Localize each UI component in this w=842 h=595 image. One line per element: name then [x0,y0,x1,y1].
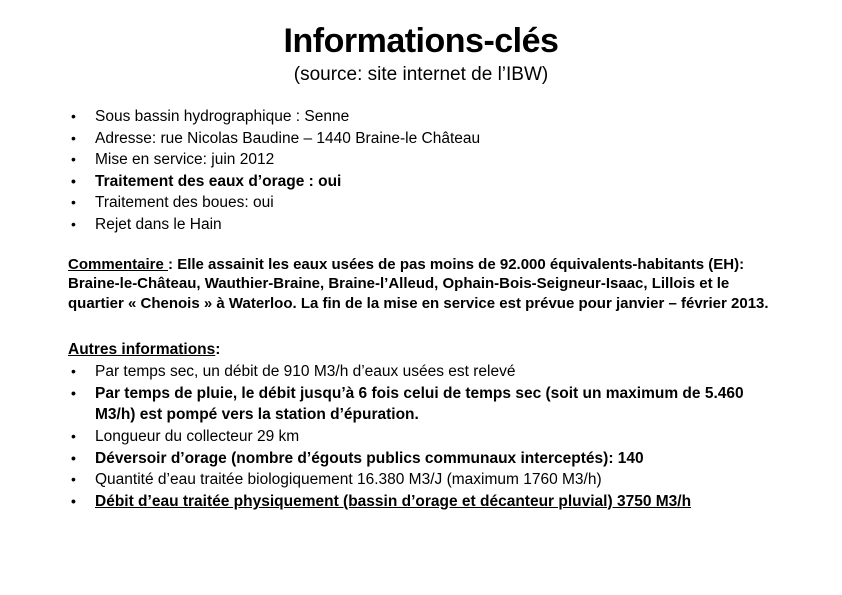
list-item [68,171,778,193]
list-item [68,469,778,491]
autres-informations-label: Autres informations [68,341,216,359]
page-title: Informations-clés [283,22,559,60]
autres-informations-list [68,361,778,512]
list-item-text: Sous bassin hydrographique : Senne [95,108,350,126]
bullet-icon: • [71,427,76,444]
bullet-icon: • [71,108,76,125]
facts-list [68,106,778,236]
list-item [68,383,778,426]
list-item [68,361,778,383]
bullet-icon: • [71,172,76,189]
commentaire-text: : Elle assainit les eaux usées de pas moins de 92.000 équivalents-habitants (EH): Braine-le-Château, Wauthier-Braine, Braine-l’Alleud, Ophain-Bois-Seigneur-Isaac, Lillois et le quartier « Chenois » à Waterloo. La fin de la mise en service est prévue pour janvier – février 2013. [68,255,769,312]
page-subtitle: (source: site internet de l’IBW) [293,64,549,86]
list-item [68,192,778,214]
autres-informations-heading [68,340,778,360]
list-item-text: Débit d’eau traitée physiquement (bassin d’orage et décanteur pluvial) 3750 M3/h [95,492,692,510]
autres-informations-colon: : [215,341,221,359]
list-item [68,214,778,236]
bullet-icon: • [71,151,76,168]
commentaire-paragraph [68,255,778,314]
bullet-icon: • [71,363,76,380]
list-item [68,426,778,448]
bullet-icon: • [71,384,76,401]
list-item [68,448,778,470]
list-item [68,149,778,171]
bullet-icon: • [71,449,76,466]
list-item-text: Traitement des boues: oui [95,194,274,212]
list-item-text: Adresse: rue Nicolas Baudine – 1440 Braine-le Château [95,129,481,147]
bullet-icon: • [71,194,76,211]
list-item-text: Déversoir d’orage (nombre d’égouts publics communaux interceptés): 140 [95,449,644,467]
bullet-icon: • [71,216,76,233]
list-item-text: Par temps sec, un débit de 910 M3/h d’eaux usées est relevé [95,363,516,381]
list-item [68,128,778,150]
list-item-text: Rejet dans le Hain [95,216,222,234]
list-item [68,106,778,128]
bullet-icon: • [71,492,76,509]
list-item [68,491,778,513]
commentaire-label: Commentaire [68,255,169,273]
list-item-text: Par temps de pluie, le débit jusqu’à 6 fois celui de temps sec (soit un maximum de 5.460 M3/h) est pompé vers la station d’épuration. [95,384,744,424]
list-item-text: Longueur du collecteur 29 km [95,427,300,445]
list-item-text: Mise en service: juin 2012 [95,151,275,169]
slide-content [68,106,778,512]
list-item-text: Quantité d’eau traitée biologiquement 16.380 M3/J (maximum 1760 M3/h) [95,471,602,489]
bullet-icon: • [71,129,76,146]
bullet-icon: • [71,471,76,488]
list-item-text: Traitement des eaux d’orage : oui [95,172,342,190]
